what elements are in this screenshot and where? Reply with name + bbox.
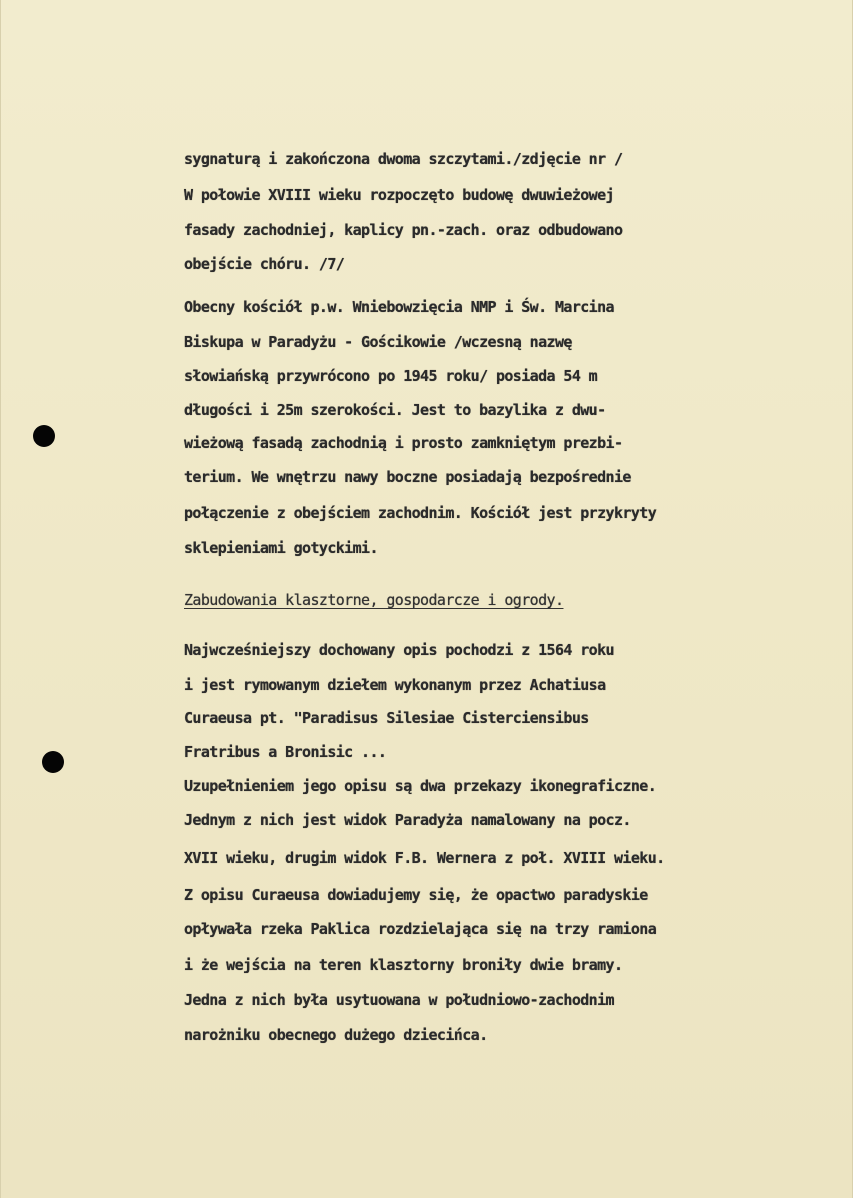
section-heading: Zabudowania klasztorne, gospodarcze i ogrody. xyxy=(184,591,564,609)
text-line: i jest rymowanym dziełem wykonanym przez Achatiusa xyxy=(184,676,606,694)
punch-hole-bottom xyxy=(42,751,64,773)
text-line: obejście chóru. /7/ xyxy=(184,255,345,273)
text-line: i że wejścia na teren klasztorny broniły dwie bramy. xyxy=(184,956,623,974)
text-line: Jednym z nich jest widok Paradyża namalowany na pocz. xyxy=(184,811,631,829)
text-line: wieżową fasadą zachodnią i prosto zamkniętym prezbi- xyxy=(184,434,623,452)
text-line: Biskupa w Paradyżu - Gościkowie /wczesną nazwę xyxy=(184,333,572,351)
text-line: W połowie XVIII wieku rozpoczęto budowę dwuwieżowej xyxy=(184,186,614,204)
text-line: sygnaturą i zakończona dwoma szczytami./zdjęcie nr / xyxy=(184,150,623,168)
text-line: Uzupełnieniem jego opisu są dwa przekazy ikonegraficzne. xyxy=(184,777,657,795)
text-line: sklepieniami gotyckimi. xyxy=(184,539,378,557)
text-line: Z opisu Curaeusa dowiadujemy się, że opactwo paradyskie xyxy=(184,886,648,904)
text-line: połączenie z obejściem zachodnim. Kościół jest przykryty xyxy=(184,504,657,522)
punch-hole-top xyxy=(33,425,55,447)
text-line: Fratribus a Bronisic ... xyxy=(184,743,387,761)
text-line: narożniku obecnego dużego dziecińca. xyxy=(184,1026,488,1044)
text-line: Curaeusa pt. "Paradisus Silesiae Cisterciensibus xyxy=(184,709,589,727)
text-line: Najwcześniejszy dochowany opis pochodzi z 1564 roku xyxy=(184,641,614,659)
text-line: terium. We wnętrzu nawy boczne posiadają bezpośrednie xyxy=(184,468,631,486)
text-line: opływała rzeka Paklica rozdzielająca się na trzy ramiona xyxy=(184,920,657,938)
text-line: Jedna z nich była usytuowana w południowo-zachodnim xyxy=(184,991,614,1009)
text-line: słowiańską przywrócono po 1945 roku/ posiada 54 m xyxy=(184,367,598,385)
text-line: długości i 25m szerokości. Jest to bazylika z dwu- xyxy=(184,401,606,419)
text-line: XVII wieku, drugim widok F.B. Wernera z poł. XVIII wieku. xyxy=(184,849,665,867)
text-line: Obecny kościół p.w. Wniebowzięcia NMP i Św. Marcina xyxy=(184,298,614,316)
text-line: fasady zachodniej, kaplicy pn.-zach. oraz odbudowano xyxy=(184,221,623,239)
